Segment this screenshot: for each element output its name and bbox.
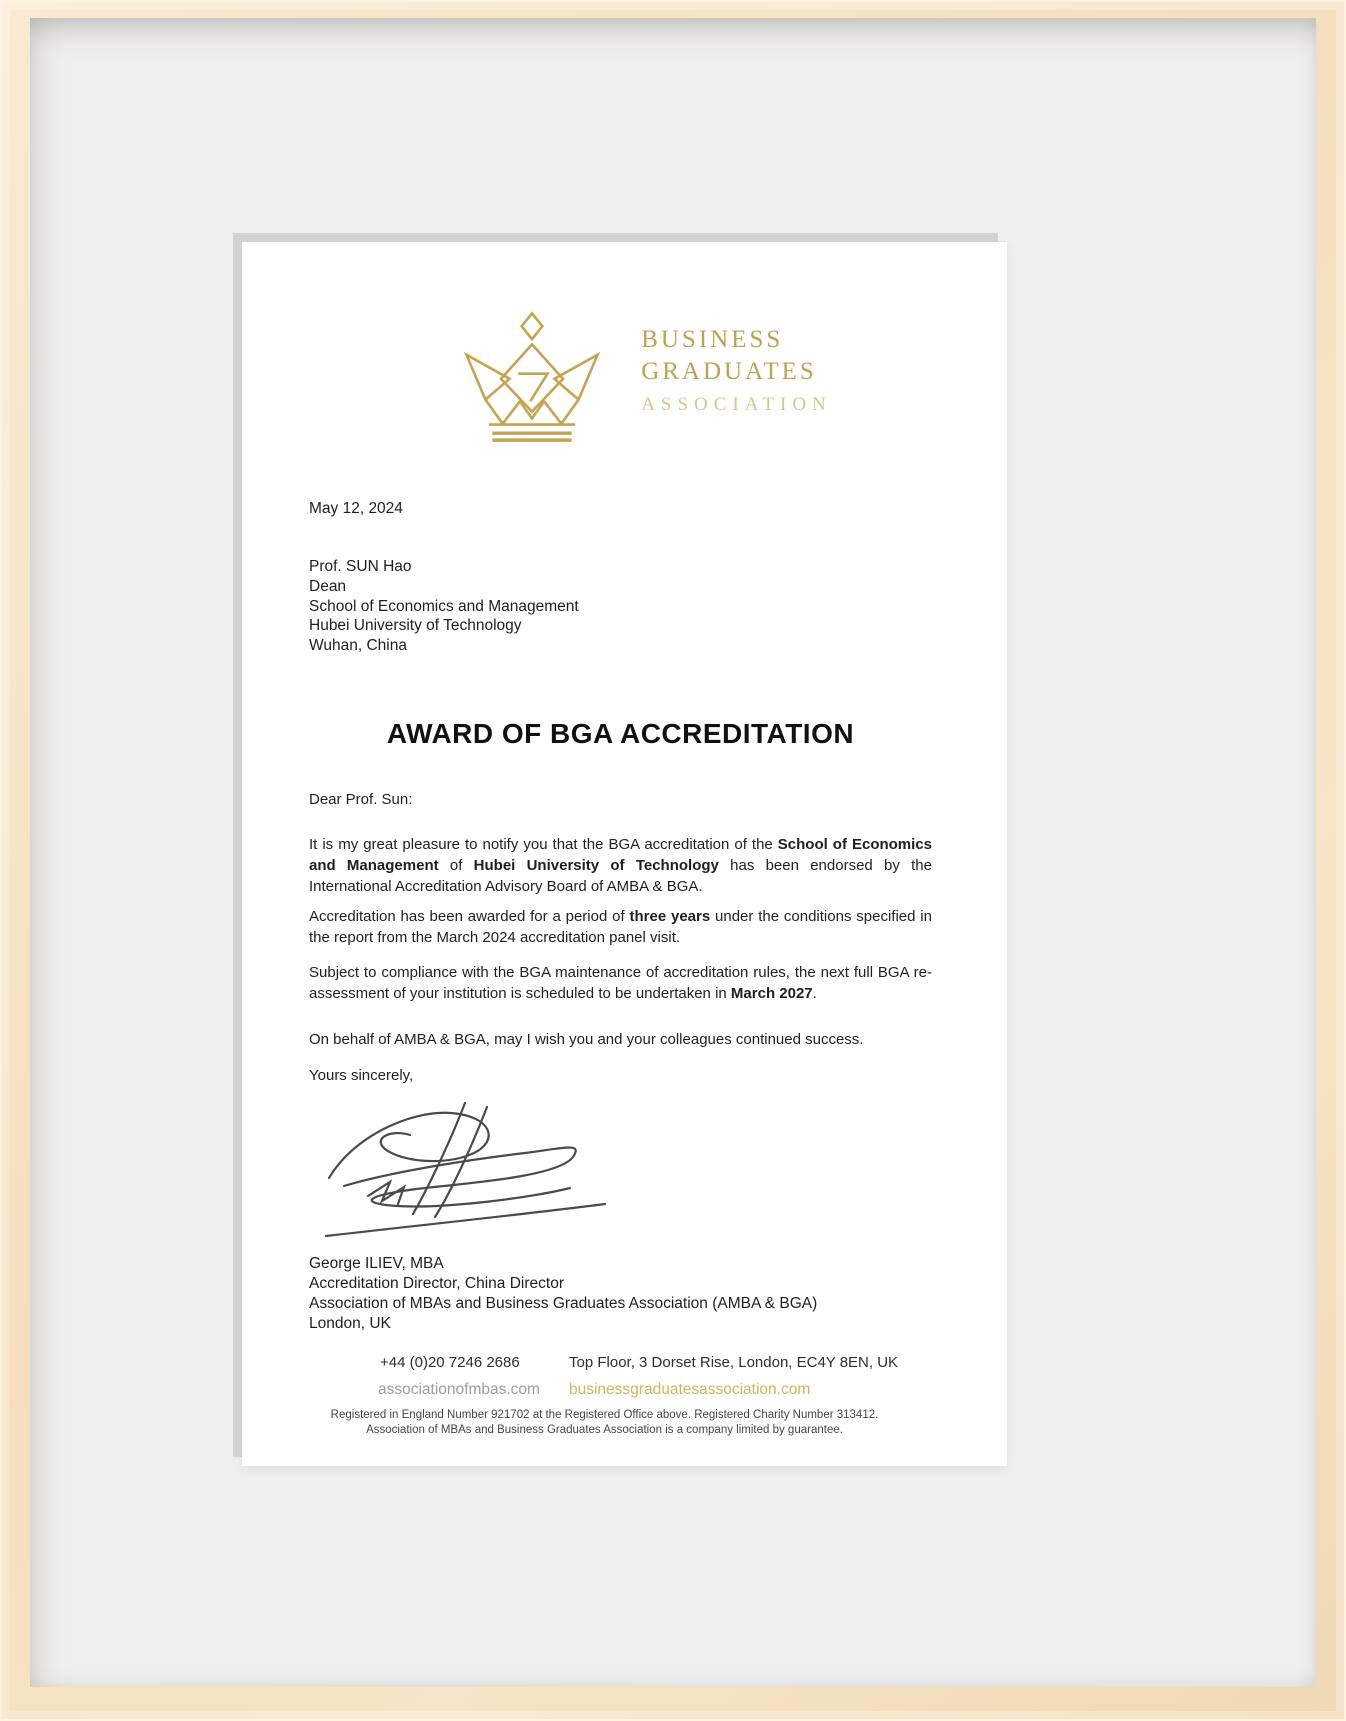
signer-block (309, 1254, 817, 1334)
footer-legal (242, 1408, 967, 1438)
footer-contact-row (242, 1354, 1007, 1374)
text-segment: It is my great pleasure to notify you that the BGA accreditation of the (309, 836, 778, 853)
text-segment: has been endorsed by the International Accreditation Advisory Board of AMBA & BGA. (309, 857, 932, 895)
footer-site-bga: businessgraduatesassociation.com (569, 1381, 811, 1398)
signer-title: Accreditation Director, China Director (309, 1275, 564, 1292)
legal-line-2: Association of MBAs and Business Graduates Association is a company limited by guarantee. (366, 1424, 843, 1436)
mat-board (30, 18, 1316, 1687)
bold-university-name: Hubei University of Technology (473, 857, 719, 874)
text-segment: Accreditation has been awarded for a period of (309, 908, 630, 925)
signer-org: Association of MBAs and Business Graduates Association (AMBA & BGA) (309, 1295, 818, 1312)
bold-school-name: School of Economics and Management (309, 836, 932, 874)
paragraph-1 (309, 834, 932, 897)
recipient-role: Dean (309, 577, 347, 595)
recipient-city: Wuhan, China (309, 637, 407, 655)
bold-reassessment-date: March 2027 (730, 985, 813, 1002)
text-segment: of (438, 857, 474, 874)
paragraph-4: On behalf of AMBA & BGA, may I wish you and your colleagues continued success. (309, 1031, 864, 1048)
signer-name: George ILIEV, MBA (309, 1255, 444, 1272)
footer-address: Top Floor, 3 Dorset Rise, London, EC4Y 8EN, UK (569, 1354, 899, 1371)
footer-site-ambas: associationofmbas.com (378, 1381, 540, 1398)
recipient-university: Hubei University of Technology (309, 617, 522, 635)
bga-crown-icon (463, 300, 601, 456)
text-segment: Subject to compliance with the BGA maintenance of accreditation rules, the next full BGA re-assessment of your institution is scheduled to be undertaken in (309, 964, 932, 1002)
legal-line-1: Registered in England Number 921702 at the Registered Office above. Registered Charity Number 313412. (330, 1409, 879, 1421)
recipient-name: Prof. SUN Hao (309, 558, 412, 575)
logo-line-business: BUSINESS (641, 326, 784, 353)
logo-line-association: ASSOCIATION (641, 394, 832, 415)
paragraph-2 (309, 906, 932, 948)
text-segment: under the conditions specified in the report from the March 2024 accreditation panel visit. (309, 908, 932, 946)
footer-phone: +44 (0)20 7246 2686 (380, 1354, 520, 1371)
letter-date: May 12, 2024 (309, 500, 403, 517)
salutation: Dear Prof. Sun: (309, 791, 413, 808)
bga-logo (265, 294, 1030, 456)
paragraph-3 (309, 962, 932, 1004)
letter-title: AWARD OF BGA ACCREDITATION (386, 718, 855, 749)
signer-location: London, UK (309, 1315, 391, 1332)
closing: Yours sincerely, (309, 1067, 414, 1084)
logo-line-graduates: GRADUATES (641, 358, 817, 385)
logo-wordmark (641, 324, 832, 456)
letter-page (242, 242, 1007, 1466)
bold-period: three years (629, 908, 711, 925)
recipient-block (309, 557, 579, 656)
footer-sites-row (242, 1381, 1007, 1401)
text-segment: . (812, 985, 817, 1002)
signature-image (314, 1100, 614, 1250)
recipient-school: School of Economics and Management (309, 597, 579, 615)
